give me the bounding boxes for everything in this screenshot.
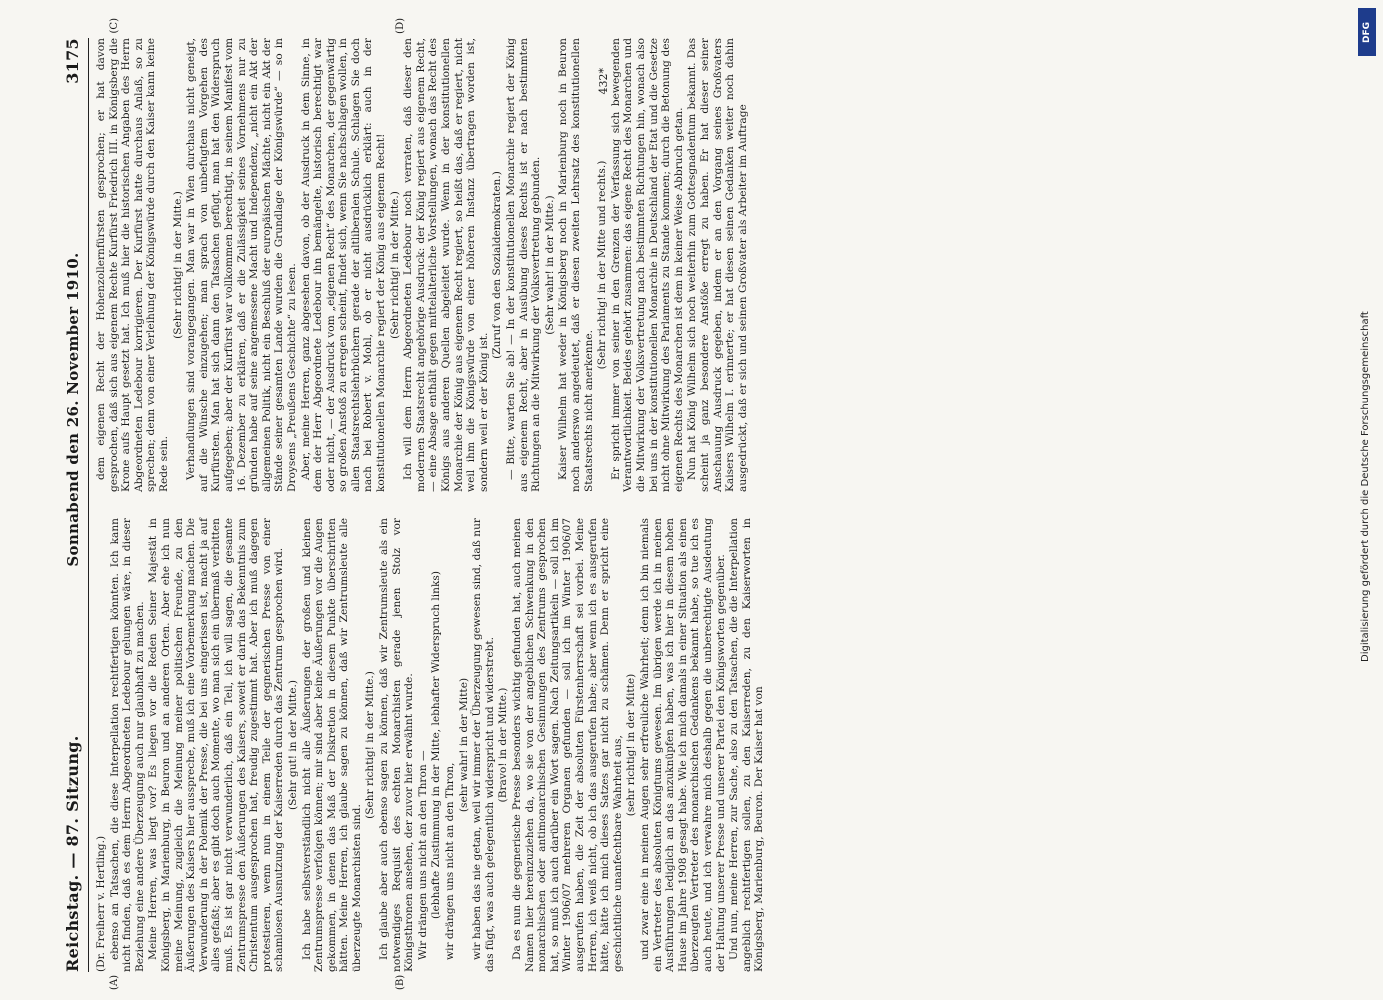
paragraph: — Bitte, warten Sie ab! — In der konstitutionellen Monarchie regiert der König aus eigenem Recht, aber in Ausübung dieses Rechts ist er nach bestimmten Richtungen an die Mitwirkung der Volksvertretung gebunden. (505, 38, 543, 492)
paragraph: Wir drängen uns nicht an den Thron — (416, 750, 429, 960)
paragraph: dem eigenen Recht der Hohenzollernfürsten gesprochen; er hat davon gesprochen, daß sich aus eigenem Rechte Kurfürst Friedrich III. in Königsberg die Krone aufs Haupt gesetzt hat. Ich muß hier die historischen Angaben des Herrn Abgeordneten Ledebour korrigieren. Der Kurfürst hatte durchaus Anlaß, so zu sprechen; denn von einer Verleihung der Königswürde durch den Kaiser kann keine Rede sein. (95, 38, 170, 492)
digitization-credit: Digitalisierung gefördert durch die Deutsche Forschungsgemeinschaft (1360, 311, 1371, 662)
response: (Bravo! in der Mitte.) (497, 687, 510, 803)
header-rule (88, 38, 89, 972)
paragraph: und zwar eine in meinen Augen sehr erfreuliche Wahrheit; denn ich bin niemals ein Vertreter des absoluten Königtums gewesen. Im übrigen werde ich in meinen Ausführungen lediglich an das anzuknüpfen haben, was ich hier in diesem hohen Hause im Jahre 1908 gesagt habe. Wie ich mich damals in einer Situation als einen überzeugten Vertreter des monarchischen Gedankens bekannt habe, so tue ich es auch heute, und ich verwahre mich deshalb gegen die unberechtigte Ausdeutung der Haltung unserer Presse und unserer Partei den Königsworten gegenüber. (638, 518, 727, 972)
paragraph: Meine Herren, was liegt vor? Es liegen vor die Reden Seiner Majestät in Königsberg, in Marienburg, in Beuron und an anderen Orten. Aber ehe ich nun meine Meinung, zugleich die Meinung meiner politischen Freunde, zu den Äußerungen des Kaisers hier ausspreche, muß ich eine Vorbemerkung machen. Die Verwunderung in der Polemik der Presse, die bei uns eingerissen ist, macht ja auf alles gefaßt; aber es gibt doch auch Momente, wo man sich ein übermaß verbitten muß. Es ist gar nicht verwunderlich, daß ein Teil, ich will sagen, die gesamte Zentrumspresse den Äußerungen des Kaisers, soweit er darin das Bekenntnis zum Christentum ausgesprochen hat, freudig zugestimmt hat. Aber ich muß dagegen protestieren, wenn nun in einem Teile der gegnerischen Presse von einer schamlosen Ausnutzung der Kaiserreden durch das Zentrum gesprochen wird. (147, 518, 286, 972)
paragraph: Verhandlungen sind vorangegangen. Man war in Wien durchaus nicht geneigt, auf die Wünsche einzugehen; man sprach von unbefugtem Vorgehen des Kurfürsten. Man hat sich dann den Tatsachen gefügt, man hat den Widerspruch aufgegeben; aber der Kurfürst war vollkommen berechtigt, in seinem Manifest vom 16. Dezember zu erklären, daß er die Zulässigkeit seines Vornehmens nur zu gründen habe auf seine angemessene Macht und Independenz, „nicht ein Akt der allgemeinen Politik, nicht ein Beschluß der europäischen Mächte, nicht ein Akt der Stände seiner gesamten Lande wurden die Grundlage der Königswürde“ — so in Droysens „Preußens Geschichte“ zu lesen. (185, 38, 298, 492)
margin-mark-d: (D) (395, 18, 406, 34)
rotated-page (60, 18, 766, 990)
paragraph: Ich glaube aber auch ebenso sagen zu können, daß wir Zentrumsleute als ein notwendiges Requisit des echten Monarchisten gerade jenen Stolz vor Königsthronen ansehen, der zuvor hier erwähnt wurde. (378, 518, 416, 972)
right-column (95, 18, 749, 492)
text-columns (95, 18, 766, 990)
paragraph: Aber, meine Herren, ganz abgesehen davon, ob der Ausdruck in dem Sinne, in dem der Herr Abgeordnete Ledebour ihn bemängelte, historisch berechtigt war oder nicht, — der Ausdruck vom „eigenen Recht“ des Monarchen, der gegenwärtig so großen Anstoß zu erregen scheint, findet sich, wenn Sie nachschlagen wollen, in allen Staatsrechtslehrbüchern gerade der altliberalen Schule. Schlagen Sie doch nach bei Robert v. Mohl, ob er nicht ausdrücklich erklärt: auch in der konstitutionellen Monarchie regiert der König aus eigenem Recht! (299, 38, 388, 492)
response: (Sehr richtig! in der Mitte.) (388, 191, 401, 339)
paragraph: wir haben das nie getan, weil wir immer der Überzeugung gewesen sind, daß nur das fügt, was auch gelegentlich widerspricht und widerstrebt. (471, 518, 496, 972)
response: (Sehr richtig! in der Mitte.) (364, 671, 377, 819)
header-left: Reichstag. — 87. Sitzung. (63, 735, 82, 972)
response: (lebhafte Zustimmung in der Mitte, lebhafter Widerspruch links) (430, 571, 443, 919)
paragraph: Da es nun die gegnerische Presse besonders wichtig gefunden hat, auch meinen Namen hier hereinzuziehen da, wo sie von der angeblichen Schwenkung in den monarchischen oder antimonarchischen Gesinnungen des Zentrums gesprochen hat, so muß ich auch darüber ein Wort sagen. Nach Zeitungsartikeln — soll ich im Winter 1906/07 mehreren Organen gefunden — soll ich im Winter 1906/07 ausgerufen haben, die Zeit der absoluten Fürstenherrschaft sei vorbei. Meine Herren, ich weiß nicht, ob ich das ausgerufen habe; aber wenn ich es ausgerufen hätte, hätte ich mich dieses Satzes gar nicht zu schämen. Denn er spricht eine geschichtliche unanfechtbare Wahrheit aus, (511, 518, 624, 972)
response: (Sehr gut! in der Mitte.) (286, 680, 299, 810)
paragraph: Er spricht immer von seiner in den Grenzen der Verfassung sich bewegenden Verantwortlichkeit. Beides gehört zusammen: das eigene Recht des Monarchen und die Mitwirkung der Volksvertretung nach bestimmten Richtungen hin, wonach also bei uns in der konstitutionellen Monarchie in Deutschland der Etat und die Gesetze nicht ohne Mitwirkung des Parlaments zu Stande kommen; durch die Betonung des eigenen Rechts des Monarchen ist dem in keiner Weise Abbruch getan. (609, 38, 685, 492)
response: (Sehr wahr! in der Mitte.) (543, 195, 556, 335)
page-header (60, 38, 86, 972)
dfg-logo: DFG (1358, 8, 1376, 56)
paragraph: wir drängen uns nicht an den Thron, (444, 762, 457, 960)
paragraph: Kaiser Wilhelm hat weder in Königsberg noch in Marienburg noch in Beuron noch anderswo angedeutet, daß er diesen zweiten Lehrsatz des konstitutionellen Staatsrechts nicht anerkenne. (557, 38, 595, 492)
margin-mark-c: (C) (109, 18, 120, 34)
response: (sehr wahr! in der Mitte) (457, 677, 470, 813)
paragraph: Ich habe selbstverständlich nicht alle Äußerungen der großen und kleinen Zentrumspresse verfolgen können; mir sind aber keine Äußerungen vor die Augen gekommen, in denen das Maß der Diskretion in diesem Punkte überschritten hätten. Meine Herren, ich glaube sagen zu können, daß wir Zentrumsleute alle überzeugte Monarchisten sind. (300, 518, 363, 972)
header-date: Sonnabend den 26. November 1910. (64, 252, 82, 567)
paragraph: Und nun, meine Herren, zur Sache, also zu den Tatsachen, die die Interpellation angeblich rechtfertigen sollen, zu den Kaiserreden, zu den Kaiserworten in Königsberg, Marienburg, Beuron. Der Kaiser hat von (728, 518, 766, 972)
left-column (95, 518, 766, 990)
page-number: 3175 (63, 38, 82, 84)
signature-mark: 432* (597, 68, 611, 95)
response: (sehr richtig! in der Mitte) (625, 673, 638, 817)
speaker-name: (Dr. Freiherr v. Hertling.) (95, 835, 107, 972)
paragraph: Ich will dem Herrn Abgeordneten Ledebour noch verraten, daß dieser den modernen Staatsrecht angehörige Ausdruck: der König regiert aus eigenem Recht, — eine Absage enthält gegen mittelalterliche Vorstellungen, wonach das Recht des Königs aus anderen Quellen abgeleitet wurde. Wenn in der konstitutionellen Monarchie der König aus eigenem Recht regiert, so heißt das, daß er regiert, nicht weil ihm die Königswürde von einer höheren Instanz übertragen worden ist, sondern weil er der König ist. (402, 38, 490, 492)
margin-mark-a: (A) (109, 974, 120, 990)
digitization-strip (1352, 0, 1383, 1000)
response: (Zuruf von den Sozialdemokraten.) (491, 171, 504, 359)
response: (Sehr richtig! in der Mitte.) (171, 191, 184, 339)
margin-mark-b: (B) (395, 974, 406, 990)
response: (Sehr richtig! in der Mitte und rechts.) (596, 160, 609, 370)
paragraph: Nun hat König Wilhelm sich noch weiterhin zum Gottesgnadentum bekannt. Das scheint ja ganz besondere Anstöße erregt zu haben. Er hat dieser seiner Anschauung Ausdruck gegeben, indem er an den Vorgang seines Großvaters Kaisers Wilhelm I. erinnerte; er hat diesen seinen Gedanken weiter noch dahin ausgedrückt, daß er sich und seinen Großvater als Arbeiter im Auftrage (686, 38, 749, 492)
paragraph: ebenso an Tatsachen, die diese Interpellation rechtfertigen könnten. Ich kann nicht finden, daß es dem Herrn Abgeordneten Ledebour gelungen wäre, in dieser Beziehung eine andere Überzeugung auch nur glaubhaft zu machen. (108, 518, 146, 972)
